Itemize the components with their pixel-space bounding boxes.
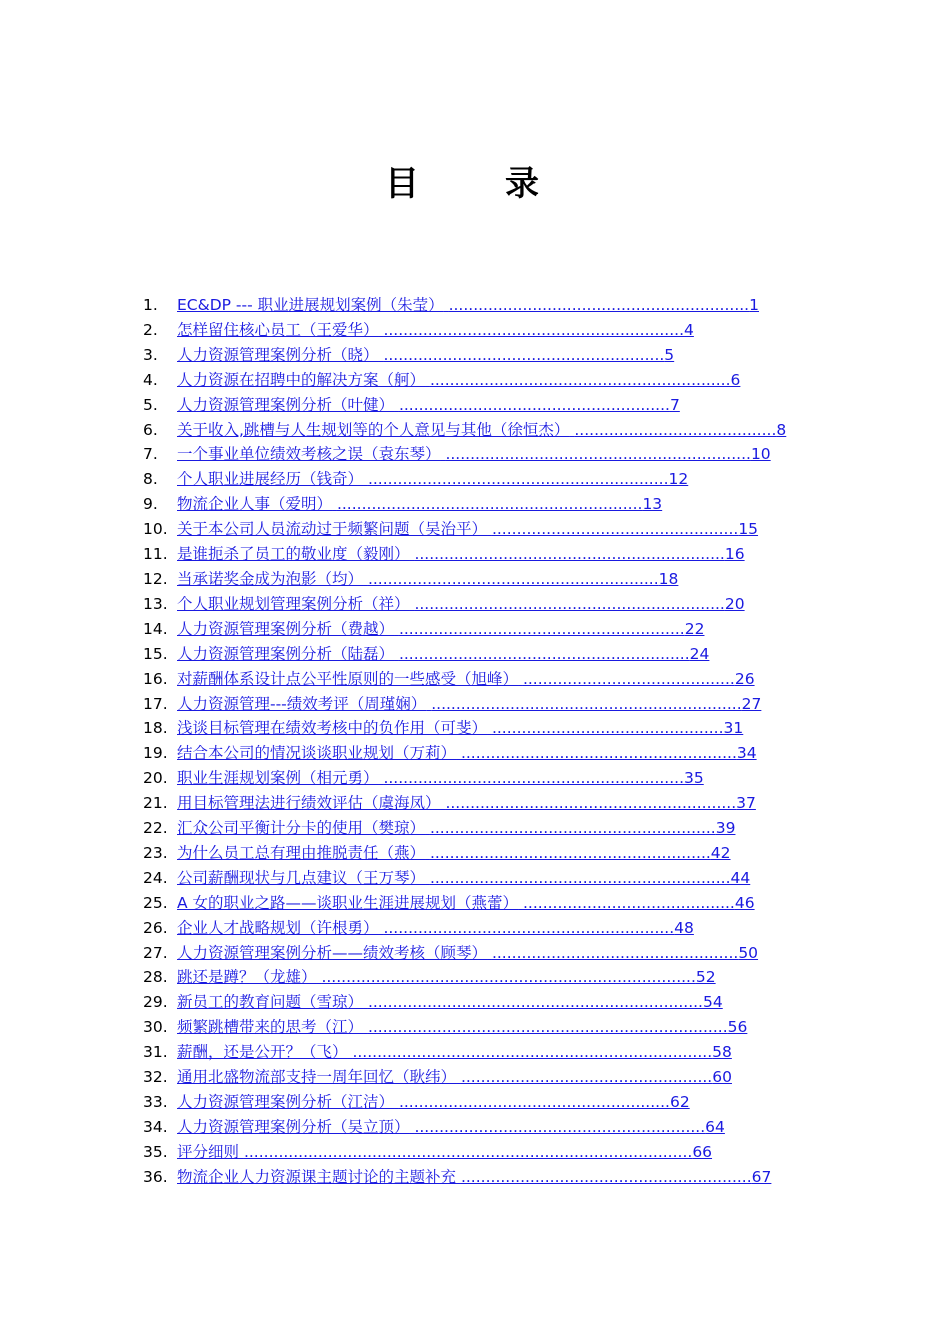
toc-entry-page-number: 66 — [692, 1142, 713, 1161]
toc-entry-title: 人力资源管理案例分析（吴立顶） — [177, 1117, 410, 1136]
toc-entry-title: 结合本公司的情况谈谈职业规划（万莉） — [177, 744, 457, 763]
toc-entry-number: 22. — [143, 819, 168, 838]
toc-entry-link[interactable] — [177, 794, 756, 812]
toc-entry-link[interactable] — [177, 1068, 732, 1086]
toc-entry-leader-dots: ........................................................... — [398, 644, 690, 663]
toc-entry-number: 19. — [143, 744, 168, 763]
toc-entry — [143, 791, 823, 816]
toc-entry — [143, 467, 823, 492]
toc-entry — [143, 692, 823, 717]
toc-entry — [143, 1165, 823, 1190]
toc-entry-number: 36. — [143, 1167, 168, 1186]
toc-entry-title: 物流企业人事（爱明） — [177, 495, 333, 514]
toc-entry-page-number: 62 — [669, 1093, 690, 1111]
toc-entry-number: 9. — [143, 495, 158, 514]
toc-entry-link[interactable] — [177, 595, 745, 613]
toc-entry-link[interactable] — [177, 844, 731, 862]
toc-entry-link[interactable] — [177, 894, 755, 912]
toc-entry-page-number: 7 — [669, 395, 680, 414]
toc-entry-title: 薪酬，还是公开？（飞） — [177, 1043, 348, 1062]
toc-entry-page-number: 34 — [736, 744, 757, 763]
toc-entry-link[interactable] — [177, 869, 750, 887]
toc-entry-number: 21. — [143, 794, 168, 813]
toc-entry-link[interactable] — [177, 968, 716, 986]
toc-entry-page-number: 50 — [738, 943, 759, 962]
toc-entry-link[interactable] — [177, 1143, 712, 1161]
toc-entry-leader-dots: ......................................... — [574, 420, 777, 439]
toc-entry-number: 10. — [143, 520, 168, 539]
toc-entry-link[interactable] — [177, 371, 740, 389]
toc-entry-page-number: 54 — [703, 993, 723, 1012]
toc-entry — [143, 293, 823, 318]
toc-entry-leader-dots: ........................................................... — [367, 569, 659, 588]
toc-entry — [143, 318, 823, 343]
toc-entry-title: 人力资源管理案例分析（费越） — [177, 619, 395, 638]
toc-entry-leader-dots: .......................................................... — [398, 619, 685, 638]
toc-entry-link[interactable] — [177, 1018, 747, 1036]
toc-entry — [143, 592, 823, 617]
toc-entry-page-number: 22 — [684, 619, 705, 638]
toc-entry — [143, 866, 823, 891]
toc-entry-number: 29. — [143, 993, 168, 1012]
toc-entry-number: 3. — [143, 345, 158, 364]
toc-entry-number: 34. — [143, 1117, 168, 1136]
toc-entry-leader-dots: ............................................................................ — [321, 968, 696, 987]
toc-entry-link[interactable] — [177, 744, 757, 762]
toc-entry-link[interactable] — [177, 321, 694, 339]
toc-entry-page-number: 31 — [723, 719, 744, 738]
toc-entry-leader-dots: ............................................................. — [383, 769, 685, 788]
toc-entry-number: 26. — [143, 918, 168, 937]
toc-entry-title: 新员工的教育问题（雪琼） — [177, 993, 364, 1012]
toc-entry-title: 关于收入,跳槽与人生规划等的个人意见与其他（徐恒杰） — [177, 420, 570, 439]
toc-entry-title: 人力资源管理案例分析（晓） — [177, 345, 379, 364]
toc-entry-page-number: 39 — [715, 819, 736, 838]
toc-entry — [143, 542, 823, 567]
toc-entry — [143, 343, 823, 368]
toc-entry-leader-dots: ............................................................. — [429, 370, 731, 389]
toc-entry-link[interactable] — [177, 545, 745, 563]
toc-entry-page-number: 26 — [734, 669, 755, 688]
toc-entry-page-number: 52 — [695, 968, 716, 987]
toc-entry-leader-dots: ........................................................... — [383, 918, 675, 937]
toc-entry — [143, 990, 823, 1015]
toc-entry-title: 个人职业进展经历（钱奇） — [177, 470, 364, 489]
toc-entry-page-number: 58 — [712, 1043, 732, 1062]
toc-entry-page-number: 42 — [710, 843, 731, 862]
toc-entry-title: 一个事业单位绩效考核之误（袁东琴） — [177, 445, 441, 464]
toc-entry-link[interactable] — [177, 1043, 732, 1061]
toc-entry-leader-dots: ....................................................... — [398, 395, 670, 414]
toc-entry-leader-dots: ......................................................... — [383, 345, 665, 364]
toc-entry-number: 4. — [143, 370, 158, 389]
toc-entry-link[interactable] — [177, 421, 786, 439]
toc-entry-number: 16. — [143, 669, 168, 688]
toc-entry-link[interactable] — [177, 620, 704, 638]
toc-entry-number: 18. — [143, 719, 168, 738]
toc-entry — [143, 891, 823, 916]
toc-entry-leader-dots: ........................................................... — [445, 794, 737, 813]
toc-entry-link[interactable] — [177, 944, 758, 962]
toc-entry-number: 24. — [143, 868, 168, 887]
toc-entry — [143, 492, 823, 517]
toc-entry-link[interactable] — [177, 695, 761, 713]
toc-entry — [143, 965, 823, 990]
toc-entry-number: 14. — [143, 619, 168, 638]
toc-entry-leader-dots: ........................................... — [522, 669, 735, 688]
toc-entry-leader-dots: ........................................................................................... — [243, 1142, 693, 1161]
toc-entry-title: 人力资源管理案例分析（江洁） — [177, 1093, 395, 1111]
toc-entry-number: 5. — [143, 395, 158, 414]
toc-entry-number: 15. — [143, 644, 168, 663]
toc-entry-number: 7. — [143, 445, 158, 464]
toc-entry — [143, 1140, 823, 1165]
toc-entry-page-number: 13 — [642, 495, 663, 514]
toc-entry-leader-dots: .............................................................. — [445, 445, 751, 464]
toc-entry — [143, 393, 823, 418]
toc-entry-page-number: 56 — [727, 1018, 748, 1037]
toc-entry — [143, 418, 823, 443]
toc-entry-title: 个人职业规划管理案例分析（祥） — [177, 594, 410, 613]
toc-entry-page-number: 44 — [730, 868, 751, 887]
toc-entry-title: 人力资源在招聘中的解决方案（舸） — [177, 370, 426, 389]
toc-entry-number: 6. — [143, 420, 158, 439]
toc-entry-link[interactable] — [177, 1093, 690, 1111]
toc-entry — [143, 1115, 823, 1140]
toc-entry-leader-dots: ......................................................................... — [367, 1018, 728, 1037]
toc-entry-number: 1. — [143, 296, 158, 314]
toc-entry-title: 人力资源管理案例分析（叶健） — [177, 395, 395, 414]
toc-entry — [143, 741, 823, 766]
toc-entry-page-number: 27 — [741, 694, 762, 713]
toc-entry — [143, 816, 823, 841]
toc-entry-link[interactable] — [177, 769, 704, 787]
toc-entry-leader-dots: ....................................................... — [398, 1093, 670, 1111]
toc-entry-number: 13. — [143, 594, 168, 613]
toc-entry-link[interactable] — [177, 1168, 771, 1186]
toc-entry-number: 23. — [143, 843, 168, 862]
toc-entry-leader-dots: ........................................................... — [414, 1117, 706, 1136]
toc-entry-leader-dots: ............................................... — [491, 719, 724, 738]
toc-entry — [143, 1065, 823, 1090]
toc-entry-leader-dots: ............................................................. — [448, 296, 750, 314]
toc-entry-page-number: 60 — [712, 1068, 732, 1087]
toc-entry-leader-dots: ............................................................... — [414, 594, 725, 613]
toc-entry-title: EC&DP --- 职业进展规划案例（朱莹） — [177, 296, 444, 314]
toc-entry-page-number: 8 — [776, 420, 787, 439]
toc-entry-number: 11. — [143, 545, 168, 564]
toc-entry-page-number: 48 — [674, 918, 694, 937]
toc-entry-title: 职业生涯规划案例（相元勇） — [177, 769, 379, 788]
toc-entry-leader-dots: .................................................. — [491, 943, 739, 962]
toc-entry-number: 25. — [143, 893, 168, 912]
toc-entry-title: 企业人才战略规划（许根勇） — [177, 918, 379, 937]
toc-entry-number: 17. — [143, 694, 168, 713]
toc-entry-title: 评分细则 — [177, 1142, 240, 1161]
table-of-contents — [143, 293, 823, 1190]
toc-entry-leader-dots: ........................................................... — [460, 1167, 752, 1186]
toc-entry-title: 人力资源管理案例分析——绩效考核（顾琴） — [177, 943, 488, 962]
toc-entry-leader-dots: .......................................................... — [429, 819, 716, 838]
toc-entry-title: 公司薪酬现状与几点建议（王万琴） — [177, 868, 426, 887]
toc-entry-link[interactable] — [177, 495, 662, 513]
toc-entry-number: 8. — [143, 470, 158, 489]
toc-entry-title: 对薪酬体系设计点公平性原则的一些感受（旭峰） — [177, 669, 519, 688]
toc-entry-page-number: 20 — [724, 594, 745, 613]
toc-entry-number: 31. — [143, 1043, 168, 1062]
toc-entry-title: 关于本公司人员流动过于频繁问题（吴治平） — [177, 520, 488, 539]
toc-entry-leader-dots: ................................................... — [460, 1068, 713, 1087]
toc-entry — [143, 517, 823, 542]
toc-entry-link[interactable] — [177, 1118, 725, 1136]
toc-entry-link[interactable] — [177, 719, 743, 737]
toc-entry-leader-dots: .................................................................... — [367, 993, 703, 1012]
toc-entry-title: 通用北盛物流部支持一周年回忆（耿纬） — [177, 1068, 457, 1087]
toc-entry-page-number: 6 — [730, 370, 741, 389]
toc-entry-page-number: 4 — [684, 320, 694, 339]
toc-entry-page-number: 10 — [750, 445, 771, 464]
toc-entry — [143, 617, 823, 642]
toc-entry-link[interactable] — [177, 445, 771, 463]
toc-entry-leader-dots: ............................................................... — [431, 694, 742, 713]
toc-entry-leader-dots: ......................................................................... — [352, 1043, 713, 1062]
toc-entry-page-number: 5 — [664, 345, 675, 364]
toc-entry-title: 为什么员工总有理由推脱责任（燕） — [177, 843, 426, 862]
toc-entry-title: 人力资源管理---绩效考评（周瑾娴） — [177, 694, 427, 713]
toc-entry-title: 怎样留住核心员工（王爱华） — [177, 320, 379, 339]
toc-entry-link[interactable] — [177, 346, 674, 364]
toc-entry-title: 浅谈目标管理在绩效考核中的负作用（可斐） — [177, 719, 488, 738]
toc-entry — [143, 941, 823, 966]
toc-entry-page-number: 64 — [705, 1117, 725, 1136]
toc-entry-number: 35. — [143, 1142, 168, 1161]
toc-entry-page-number: 46 — [734, 893, 755, 912]
toc-entry-page-number: 24 — [689, 644, 710, 663]
toc-entry-leader-dots: .............................................................. — [336, 495, 643, 514]
toc-entry-number: 33. — [143, 1093, 168, 1111]
toc-entry — [143, 1090, 823, 1115]
toc-entry-title: A 女的职业之路——谈职业生涯进展规划（燕蕾） — [177, 893, 519, 912]
toc-entry — [143, 1015, 823, 1040]
toc-entry-title: 是谁扼杀了员工的敬业度（毅刚） — [177, 545, 410, 564]
toc-entry-link[interactable] — [177, 919, 694, 937]
toc-entry-leader-dots: ........................................... — [522, 893, 735, 912]
page-title: 目 录 — [385, 164, 565, 204]
toc-entry-title: 频繁跳槽带来的思考（江） — [177, 1018, 364, 1037]
toc-entry-number: 27. — [143, 943, 168, 962]
toc-entry-link[interactable] — [177, 570, 678, 588]
toc-entry-number: 12. — [143, 569, 168, 588]
toc-entry-leader-dots: .................................................. — [491, 520, 739, 539]
toc-entry-title: 用目标管理法进行绩效评估（虞海凤） — [177, 794, 441, 813]
toc-entry-link[interactable] — [177, 520, 758, 538]
toc-entry-title: 人力资源管理案例分析（陆磊） — [177, 644, 395, 663]
toc-entry-leader-dots: ............................................................. — [429, 868, 731, 887]
toc-entry — [143, 1040, 823, 1065]
toc-entry-leader-dots: ............................................................... — [414, 545, 725, 564]
toc-entry-link[interactable] — [177, 396, 680, 414]
toc-entry — [143, 716, 823, 741]
toc-entry-link[interactable] — [177, 819, 735, 837]
toc-entry-number: 28. — [143, 968, 168, 987]
toc-entry-link[interactable] — [177, 645, 709, 663]
toc-entry-number: 20. — [143, 769, 168, 788]
toc-entry-number: 2. — [143, 320, 158, 339]
toc-entry-number: 30. — [143, 1018, 168, 1037]
toc-entry-page-number: 12 — [668, 470, 689, 489]
toc-entry-title: 物流企业人力资源课主题讨论的主题补充 — [177, 1167, 457, 1186]
toc-entry-page-number: 37 — [736, 794, 756, 813]
toc-entry — [143, 667, 823, 692]
toc-entry — [143, 766, 823, 791]
toc-entry-title: 当承诺奖金成为泡影（均） — [177, 569, 364, 588]
toc-entry-leader-dots: ........................................................ — [460, 744, 737, 763]
toc-entry — [143, 368, 823, 393]
toc-entry — [143, 442, 823, 467]
toc-entry-page-number: 18 — [658, 569, 679, 588]
toc-entry — [143, 841, 823, 866]
toc-entry-page-number: 67 — [751, 1167, 772, 1186]
toc-entry-link[interactable] — [177, 470, 688, 488]
toc-entry — [143, 642, 823, 667]
toc-entry-page-number: 16 — [724, 545, 745, 564]
toc-entry — [143, 916, 823, 941]
toc-entry-leader-dots: ......................................................... — [429, 843, 711, 862]
toc-entry-title: 汇众公司平衡计分卡的使用（樊琼） — [177, 819, 426, 838]
toc-entry-leader-dots: ............................................................. — [383, 320, 685, 339]
toc-entry-number: 32. — [143, 1068, 168, 1087]
toc-entry-link[interactable] — [177, 670, 755, 688]
toc-entry-page-number: 15 — [738, 520, 759, 539]
toc-entry-page-number: 35 — [684, 769, 704, 788]
toc-entry-link[interactable] — [177, 296, 759, 314]
toc-entry-link[interactable] — [177, 993, 723, 1011]
toc-entry-page-number: 1 — [749, 296, 759, 314]
toc-entry-leader-dots: ............................................................. — [367, 470, 669, 489]
toc-entry — [143, 567, 823, 592]
toc-entry-title: 跳还是蹲？（龙雄） — [177, 968, 317, 987]
